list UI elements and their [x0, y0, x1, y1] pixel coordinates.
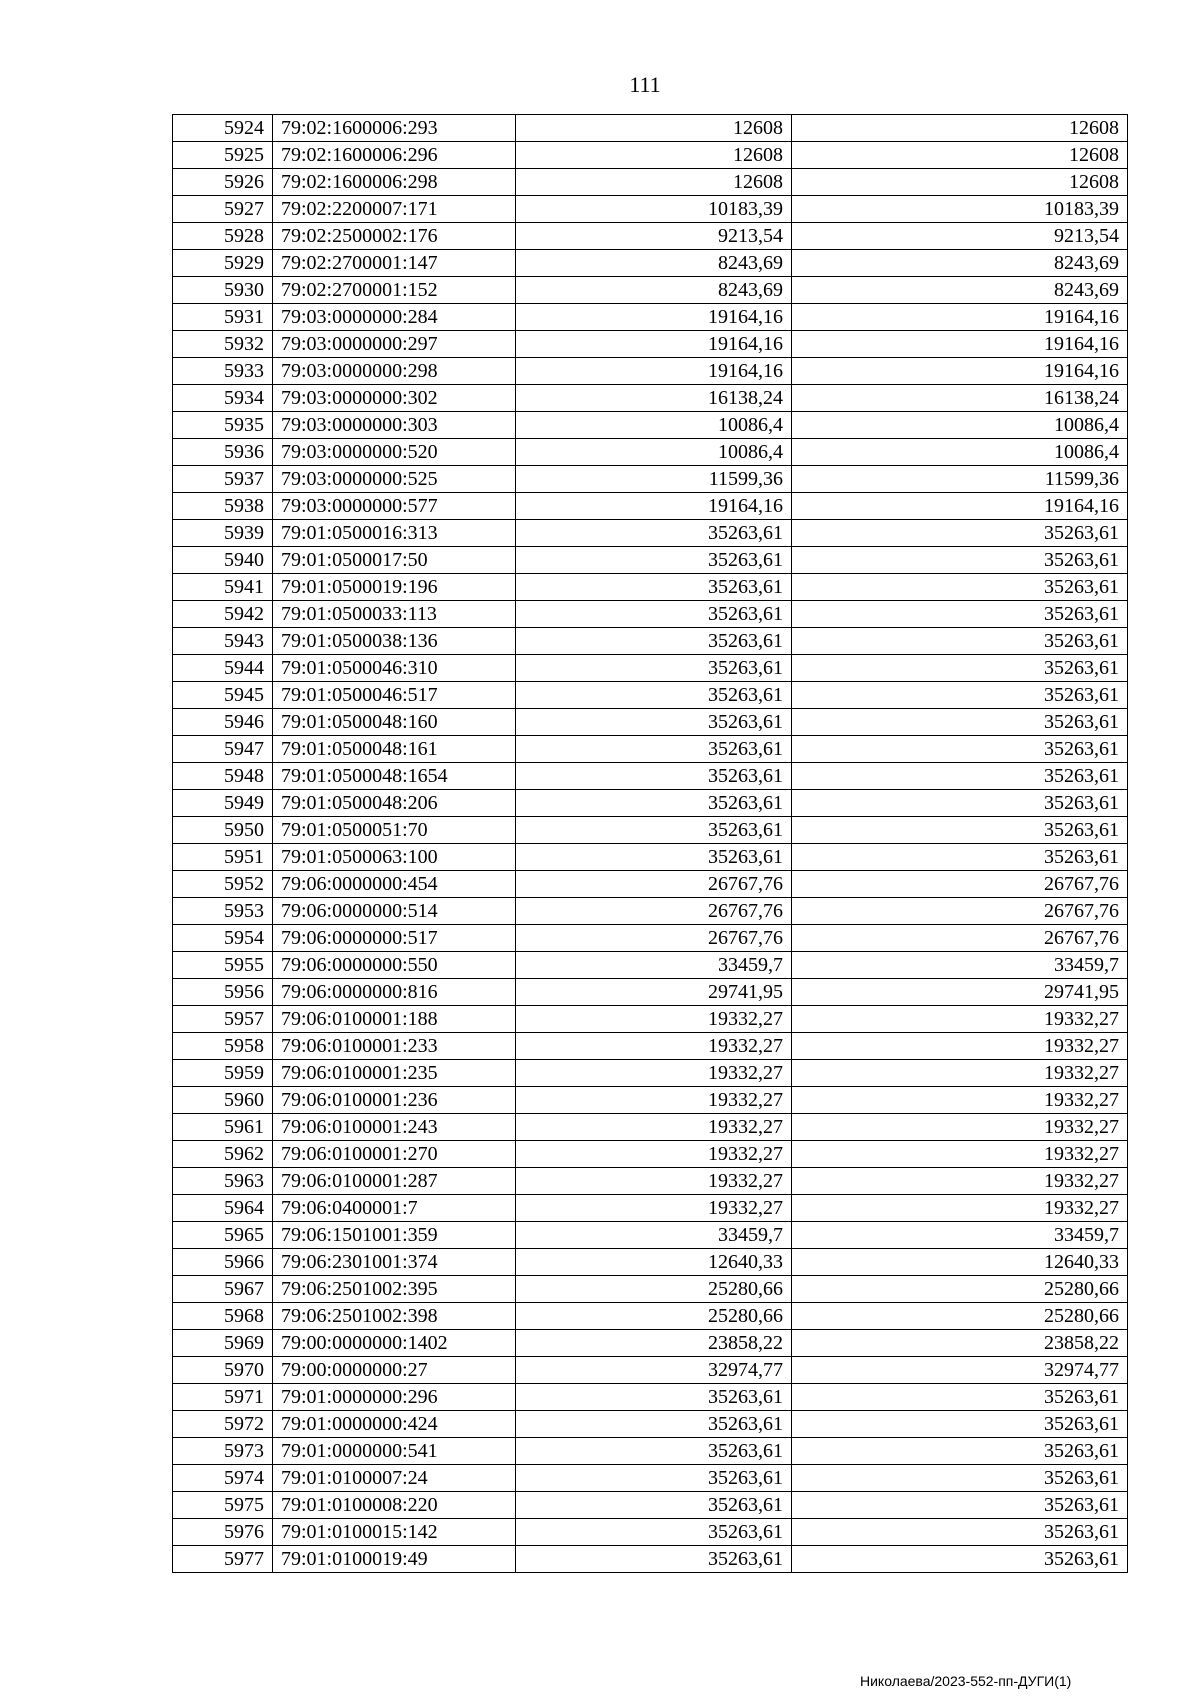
value-cell: 12608: [516, 169, 792, 196]
value-cell: 12640,33: [516, 1249, 792, 1276]
row-number-cell: 5935: [173, 412, 273, 439]
value-cell: 19332,27: [792, 1033, 1128, 1060]
table-row: [173, 898, 1128, 925]
table-row: [173, 952, 1128, 979]
cadastral-number-cell: 79:01:0500019:196: [273, 574, 516, 601]
table-row: [173, 1303, 1128, 1330]
cadastral-number-cell: 79:01:0100008:220: [273, 1492, 516, 1519]
value-cell: 35263,61: [516, 655, 792, 682]
row-number-cell: 5950: [173, 817, 273, 844]
table-row: [173, 1330, 1128, 1357]
row-number-cell: 5973: [173, 1438, 273, 1465]
value-cell: 11599,36: [516, 466, 792, 493]
cadastral-number-cell: 79:02:2700001:147: [273, 250, 516, 277]
row-number-cell: 5964: [173, 1195, 273, 1222]
table-row: [173, 385, 1128, 412]
value-cell: 33459,7: [792, 952, 1128, 979]
cadastral-number-cell: 79:06:0100001:236: [273, 1087, 516, 1114]
table-row: [173, 277, 1128, 304]
cadastral-number-cell: 79:01:0100019:49: [273, 1546, 516, 1573]
value-cell: 19164,16: [516, 331, 792, 358]
cadastral-number-cell: 79:01:0000000:541: [273, 1438, 516, 1465]
table-row: [173, 493, 1128, 520]
row-number-cell: 5963: [173, 1168, 273, 1195]
row-number-cell: 5958: [173, 1033, 273, 1060]
table-row: [173, 412, 1128, 439]
value-cell: 12608: [792, 115, 1128, 142]
value-cell: 35263,61: [792, 1519, 1128, 1546]
table-body: [173, 115, 1128, 1573]
value-cell: 25280,66: [792, 1276, 1128, 1303]
row-number-cell: 5926: [173, 169, 273, 196]
value-cell: 16138,24: [792, 385, 1128, 412]
cadastral-number-cell: 79:01:0500038:136: [273, 628, 516, 655]
value-cell: 9213,54: [792, 223, 1128, 250]
cadastral-number-cell: 79:01:0500046:310: [273, 655, 516, 682]
value-cell: 19332,27: [516, 1195, 792, 1222]
cadastral-number-cell: 79:00:0000000:27: [273, 1357, 516, 1384]
table-row: [173, 304, 1128, 331]
value-cell: 29741,95: [792, 979, 1128, 1006]
cadastral-number-cell: 79:06:0000000:816: [273, 979, 516, 1006]
value-cell: 35263,61: [516, 547, 792, 574]
row-number-cell: 5975: [173, 1492, 273, 1519]
row-number-cell: 5927: [173, 196, 273, 223]
row-number-cell: 5976: [173, 1519, 273, 1546]
table-row: [173, 1141, 1128, 1168]
row-number-cell: 5967: [173, 1276, 273, 1303]
value-cell: 35263,61: [792, 520, 1128, 547]
row-number-cell: 5960: [173, 1087, 273, 1114]
cadastral-number-cell: 79:01:0500048:1654: [273, 763, 516, 790]
cadastral-number-cell: 79:06:2501002:398: [273, 1303, 516, 1330]
row-number-cell: 5953: [173, 898, 273, 925]
cadastral-number-cell: 79:01:0500051:70: [273, 817, 516, 844]
table-row: [173, 763, 1128, 790]
value-cell: 19332,27: [792, 1087, 1128, 1114]
table-row: [173, 1195, 1128, 1222]
table-row: [173, 169, 1128, 196]
value-cell: 8243,69: [792, 250, 1128, 277]
value-cell: 12608: [792, 142, 1128, 169]
value-cell: 35263,61: [792, 1438, 1128, 1465]
value-cell: 26767,76: [516, 898, 792, 925]
cadastral-number-cell: 79:02:1600006:298: [273, 169, 516, 196]
table-row: [173, 250, 1128, 277]
value-cell: 35263,61: [516, 1519, 792, 1546]
table-row: [173, 601, 1128, 628]
document-footer: Николаева/2023-552-пп-ДУГИ(1): [860, 1673, 1072, 1689]
row-number-cell: 5938: [173, 493, 273, 520]
table-row: [173, 1438, 1128, 1465]
row-number-cell: 5977: [173, 1546, 273, 1573]
cadastral-number-cell: 79:01:0500016:313: [273, 520, 516, 547]
value-cell: 12608: [516, 115, 792, 142]
value-cell: 8243,69: [516, 277, 792, 304]
row-number-cell: 5924: [173, 115, 273, 142]
value-cell: 19164,16: [792, 358, 1128, 385]
value-cell: 35263,61: [792, 1546, 1128, 1573]
cadastral-number-cell: 79:06:1501001:359: [273, 1222, 516, 1249]
value-cell: 35263,61: [792, 682, 1128, 709]
value-cell: 19332,27: [516, 1060, 792, 1087]
table-row: [173, 1276, 1128, 1303]
value-cell: 35263,61: [516, 763, 792, 790]
value-cell: 19332,27: [516, 1141, 792, 1168]
value-cell: 10183,39: [516, 196, 792, 223]
value-cell: 35263,61: [516, 520, 792, 547]
cadastral-number-cell: 79:01:0500046:517: [273, 682, 516, 709]
table-row: [173, 1114, 1128, 1141]
row-number-cell: 5954: [173, 925, 273, 952]
cadastral-number-cell: 79:03:0000000:284: [273, 304, 516, 331]
row-number-cell: 5933: [173, 358, 273, 385]
value-cell: 19164,16: [792, 493, 1128, 520]
value-cell: 19332,27: [516, 1033, 792, 1060]
value-cell: 19332,27: [516, 1168, 792, 1195]
value-cell: 10183,39: [792, 196, 1128, 223]
table-row: [173, 871, 1128, 898]
row-number-cell: 5952: [173, 871, 273, 898]
value-cell: 11599,36: [792, 466, 1128, 493]
row-number-cell: 5932: [173, 331, 273, 358]
value-cell: 23858,22: [792, 1330, 1128, 1357]
row-number-cell: 5940: [173, 547, 273, 574]
value-cell: 35263,61: [516, 574, 792, 601]
cadastral-number-cell: 79:01:0500048:160: [273, 709, 516, 736]
value-cell: 26767,76: [792, 871, 1128, 898]
value-cell: 10086,4: [516, 412, 792, 439]
value-cell: 25280,66: [792, 1303, 1128, 1330]
value-cell: 33459,7: [516, 952, 792, 979]
cadastral-number-cell: 79:06:2501002:395: [273, 1276, 516, 1303]
row-number-cell: 5974: [173, 1465, 273, 1492]
value-cell: 12608: [516, 142, 792, 169]
cadastral-number-cell: 79:06:0100001:233: [273, 1033, 516, 1060]
row-number-cell: 5966: [173, 1249, 273, 1276]
value-cell: 35263,61: [792, 817, 1128, 844]
table-row: [173, 331, 1128, 358]
table-row: [173, 790, 1128, 817]
cadastral-number-cell: 79:06:0100001:287: [273, 1168, 516, 1195]
value-cell: 19164,16: [792, 331, 1128, 358]
value-cell: 35263,61: [792, 1384, 1128, 1411]
value-cell: 35263,61: [792, 1411, 1128, 1438]
row-number-cell: 5949: [173, 790, 273, 817]
row-number-cell: 5939: [173, 520, 273, 547]
row-number-cell: 5965: [173, 1222, 273, 1249]
row-number-cell: 5947: [173, 736, 273, 763]
value-cell: 19164,16: [516, 304, 792, 331]
value-cell: 25280,66: [516, 1303, 792, 1330]
table-row: [173, 1222, 1128, 1249]
cadastral-number-cell: 79:01:0500033:113: [273, 601, 516, 628]
cadastral-number-cell: 79:00:0000000:1402: [273, 1330, 516, 1357]
value-cell: 32974,77: [792, 1357, 1128, 1384]
value-cell: 26767,76: [516, 925, 792, 952]
table-row: [173, 1465, 1128, 1492]
table-row: [173, 1033, 1128, 1060]
value-cell: 19332,27: [792, 1195, 1128, 1222]
row-number-cell: 5946: [173, 709, 273, 736]
value-cell: 19332,27: [792, 1141, 1128, 1168]
value-cell: 35263,61: [792, 844, 1128, 871]
row-number-cell: 5934: [173, 385, 273, 412]
table-row: [173, 1087, 1128, 1114]
value-cell: 35263,61: [792, 736, 1128, 763]
value-cell: 19332,27: [516, 1114, 792, 1141]
table-row: [173, 1357, 1128, 1384]
value-cell: 26767,76: [792, 925, 1128, 952]
value-cell: 16138,24: [516, 385, 792, 412]
page-number: 111: [629, 72, 661, 97]
value-cell: 33459,7: [792, 1222, 1128, 1249]
value-cell: 32974,77: [516, 1357, 792, 1384]
value-cell: 35263,61: [516, 1492, 792, 1519]
value-cell: 35263,61: [792, 763, 1128, 790]
table-row: [173, 547, 1128, 574]
row-number-cell: 5929: [173, 250, 273, 277]
row-number-cell: 5948: [173, 763, 273, 790]
table-row: [173, 655, 1128, 682]
table-row: [173, 1006, 1128, 1033]
value-cell: 35263,61: [792, 1465, 1128, 1492]
value-cell: 19332,27: [792, 1168, 1128, 1195]
cadastral-number-cell: 79:03:0000000:577: [273, 493, 516, 520]
value-cell: 35263,61: [792, 628, 1128, 655]
row-number-cell: 5936: [173, 439, 273, 466]
value-cell: 35263,61: [516, 790, 792, 817]
table-row: [173, 817, 1128, 844]
cadastral-number-cell: 79:03:0000000:520: [273, 439, 516, 466]
value-cell: 35263,61: [792, 547, 1128, 574]
value-cell: 25280,66: [516, 1276, 792, 1303]
row-number-cell: 5944: [173, 655, 273, 682]
cadastral-value-table: [172, 114, 1128, 1573]
table-row: [173, 1060, 1128, 1087]
value-cell: 26767,76: [516, 871, 792, 898]
row-number-cell: 5928: [173, 223, 273, 250]
table-row: [173, 466, 1128, 493]
cadastral-number-cell: 79:03:0000000:525: [273, 466, 516, 493]
value-cell: 10086,4: [516, 439, 792, 466]
value-cell: 19332,27: [792, 1060, 1128, 1087]
table-row: [173, 682, 1128, 709]
value-cell: 19164,16: [516, 493, 792, 520]
table-row: [173, 142, 1128, 169]
cadastral-number-cell: 79:01:0000000:424: [273, 1411, 516, 1438]
table-row: [173, 439, 1128, 466]
value-cell: 35263,61: [792, 1492, 1128, 1519]
value-cell: 35263,61: [516, 682, 792, 709]
value-cell: 35263,61: [792, 601, 1128, 628]
value-cell: 35263,61: [792, 709, 1128, 736]
value-cell: 19332,27: [792, 1006, 1128, 1033]
cadastral-number-cell: 79:01:0100015:142: [273, 1519, 516, 1546]
value-cell: 35263,61: [516, 817, 792, 844]
value-cell: 19332,27: [516, 1006, 792, 1033]
row-number-cell: 5968: [173, 1303, 273, 1330]
cadastral-number-cell: 79:01:0500017:50: [273, 547, 516, 574]
value-cell: 35263,61: [516, 844, 792, 871]
cadastral-number-cell: 79:03:0000000:297: [273, 331, 516, 358]
row-number-cell: 5955: [173, 952, 273, 979]
table-row: [173, 520, 1128, 547]
value-cell: 35263,61: [792, 655, 1128, 682]
row-number-cell: 5969: [173, 1330, 273, 1357]
value-cell: 35263,61: [792, 790, 1128, 817]
value-cell: 8243,69: [792, 277, 1128, 304]
value-cell: 35263,61: [516, 1384, 792, 1411]
cadastral-number-cell: 79:02:2700001:152: [273, 277, 516, 304]
value-cell: 35263,61: [516, 601, 792, 628]
table-row: [173, 358, 1128, 385]
cadastral-number-cell: 79:06:2301001:374: [273, 1249, 516, 1276]
table-row: [173, 736, 1128, 763]
table-row: [173, 1384, 1128, 1411]
row-number-cell: 5931: [173, 304, 273, 331]
value-cell: 26767,76: [792, 898, 1128, 925]
cadastral-number-cell: 79:06:0000000:454: [273, 871, 516, 898]
cadastral-number-cell: 79:01:0000000:296: [273, 1384, 516, 1411]
value-cell: 19332,27: [516, 1087, 792, 1114]
cadastral-number-cell: 79:06:0100001:270: [273, 1141, 516, 1168]
value-cell: 10086,4: [792, 412, 1128, 439]
cadastral-number-cell: 79:06:0400001:7: [273, 1195, 516, 1222]
table-row: [173, 196, 1128, 223]
table-row: [173, 1411, 1128, 1438]
table-row: [173, 844, 1128, 871]
row-number-cell: 5943: [173, 628, 273, 655]
table-row: [173, 1546, 1128, 1573]
row-number-cell: 5959: [173, 1060, 273, 1087]
value-cell: 33459,7: [516, 1222, 792, 1249]
row-number-cell: 5972: [173, 1411, 273, 1438]
row-number-cell: 5951: [173, 844, 273, 871]
row-number-cell: 5971: [173, 1384, 273, 1411]
table-row: [173, 1168, 1128, 1195]
row-number-cell: 5961: [173, 1114, 273, 1141]
row-number-cell: 5970: [173, 1357, 273, 1384]
cadastral-number-cell: 79:03:0000000:303: [273, 412, 516, 439]
cadastral-number-cell: 79:01:0500048:206: [273, 790, 516, 817]
cadastral-number-cell: 79:06:0000000:550: [273, 952, 516, 979]
value-cell: 8243,69: [516, 250, 792, 277]
value-cell: 19164,16: [516, 358, 792, 385]
value-cell: 35263,61: [516, 736, 792, 763]
value-cell: 35263,61: [516, 1411, 792, 1438]
cadastral-number-cell: 79:02:2500002:176: [273, 223, 516, 250]
value-cell: 35263,61: [516, 1546, 792, 1573]
value-cell: 35263,61: [516, 1465, 792, 1492]
row-number-cell: 5956: [173, 979, 273, 1006]
row-number-cell: 5925: [173, 142, 273, 169]
cadastral-number-cell: 79:01:0100007:24: [273, 1465, 516, 1492]
cadastral-number-cell: 79:06:0100001:243: [273, 1114, 516, 1141]
cadastral-number-cell: 79:06:0100001:235: [273, 1060, 516, 1087]
cadastral-number-cell: 79:02:1600006:293: [273, 115, 516, 142]
table-row: [173, 115, 1128, 142]
cadastral-number-cell: 79:03:0000000:298: [273, 358, 516, 385]
value-cell: 29741,95: [516, 979, 792, 1006]
cadastral-number-cell: 79:01:0500048:161: [273, 736, 516, 763]
table-row: [173, 223, 1128, 250]
cadastral-number-cell: 79:02:2200007:171: [273, 196, 516, 223]
table-row: [173, 1249, 1128, 1276]
value-cell: 10086,4: [792, 439, 1128, 466]
table-row: [173, 709, 1128, 736]
row-number-cell: 5945: [173, 682, 273, 709]
cadastral-number-cell: 79:03:0000000:302: [273, 385, 516, 412]
value-cell: 35263,61: [516, 628, 792, 655]
value-cell: 12608: [792, 169, 1128, 196]
value-cell: 23858,22: [516, 1330, 792, 1357]
value-cell: 35263,61: [516, 709, 792, 736]
table-row: [173, 574, 1128, 601]
row-number-cell: 5962: [173, 1141, 273, 1168]
cadastral-number-cell: 79:06:0100001:188: [273, 1006, 516, 1033]
cadastral-number-cell: 79:06:0000000:514: [273, 898, 516, 925]
value-cell: 19332,27: [792, 1114, 1128, 1141]
cadastral-number-cell: 79:02:1600006:296: [273, 142, 516, 169]
row-number-cell: 5941: [173, 574, 273, 601]
table-row: [173, 1492, 1128, 1519]
value-cell: 35263,61: [516, 1438, 792, 1465]
value-cell: 12640,33: [792, 1249, 1128, 1276]
row-number-cell: 5937: [173, 466, 273, 493]
table-row: [173, 925, 1128, 952]
cadastral-number-cell: 79:06:0000000:517: [273, 925, 516, 952]
table-row: [173, 1519, 1128, 1546]
row-number-cell: 5957: [173, 1006, 273, 1033]
row-number-cell: 5930: [173, 277, 273, 304]
cadastral-number-cell: 79:01:0500063:100: [273, 844, 516, 871]
value-cell: 35263,61: [792, 574, 1128, 601]
row-number-cell: 5942: [173, 601, 273, 628]
table-row: [173, 979, 1128, 1006]
value-cell: 9213,54: [516, 223, 792, 250]
value-cell: 19164,16: [792, 304, 1128, 331]
table-row: [173, 628, 1128, 655]
